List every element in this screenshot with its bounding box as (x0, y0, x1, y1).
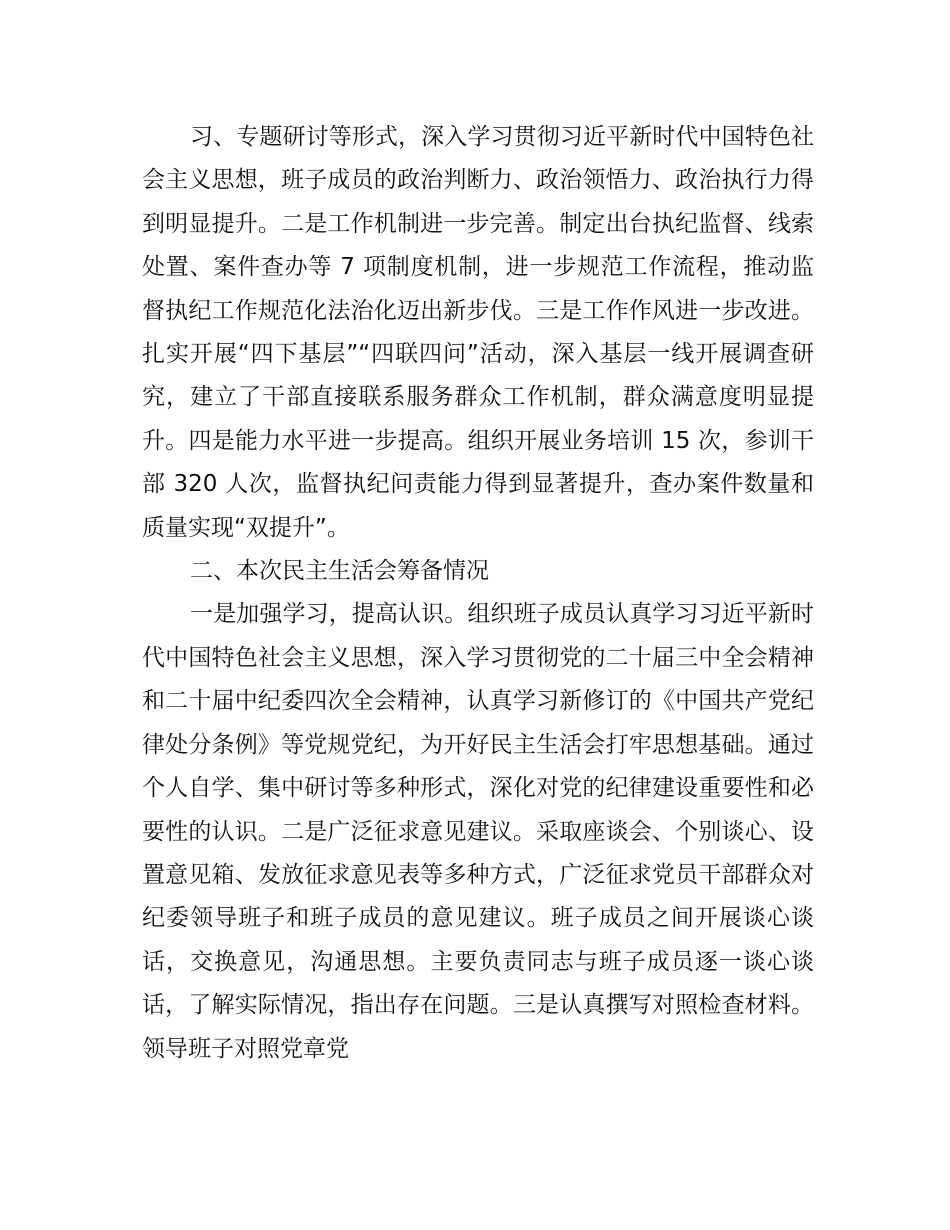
paragraph-continuation: 习、专题研讨等形式，深入学习贯彻习近平新时代中国特色社会主义思想，班子成员的政治判断力、政治领悟力、政治执行力得到明显提升。二是工作机制进一步完善。制定出台执纪监督、线索处置、案件查办等 7 项制度机制，进一步规范工作流程，推动监督执纪工作规范化法治化迈出新步伐。三是工作作风进一步改进。扎实开展“四下基层”“四联四问”活动，深入基层一线开展调查研究，建立了干部直接联系服务群众工作机制，群众满意度明显提升。四是能力水平进一步提高。组织开展业务培训 15 次，参训干部 320 人次，监督执纪问责能力得到显著提升，查办案件数量和质量实现“双提升”。 (142, 124, 814, 541)
section-heading: 二、本次民主生活会筹备情况 (190, 558, 489, 585)
paragraph-preparation: 一是加强学习，提高认识。组织班子成员认真学习习近平新时代中国特色社会主义思想，深入学习贯彻党的二十届三中全会精神和二十届中纪委四次全会精神，认真学习新修订的《中国共产党纪律处分条例》等党规党纪，为开好民主生活会打牢思想基础。通过个人自学、集中研讨等多种形式，深化对党的纪律建设重要性和必要性的认识。二是广泛征求意见建议。采取座谈会、个别谈心、设置意见箱、发放征求意见表等多种方式，广泛征求党员干部群众对纪委领导班子和班子成员的意见建议。班子成员之间开展谈心谈话，交换意见，沟通思想。主要负责同志与班子成员逐一谈心谈话，了解实际情况，指出存在问题。三是认真撰写对照检查材料。领导班子对照党章党 (142, 601, 814, 1062)
document-body (142, 116, 814, 1071)
